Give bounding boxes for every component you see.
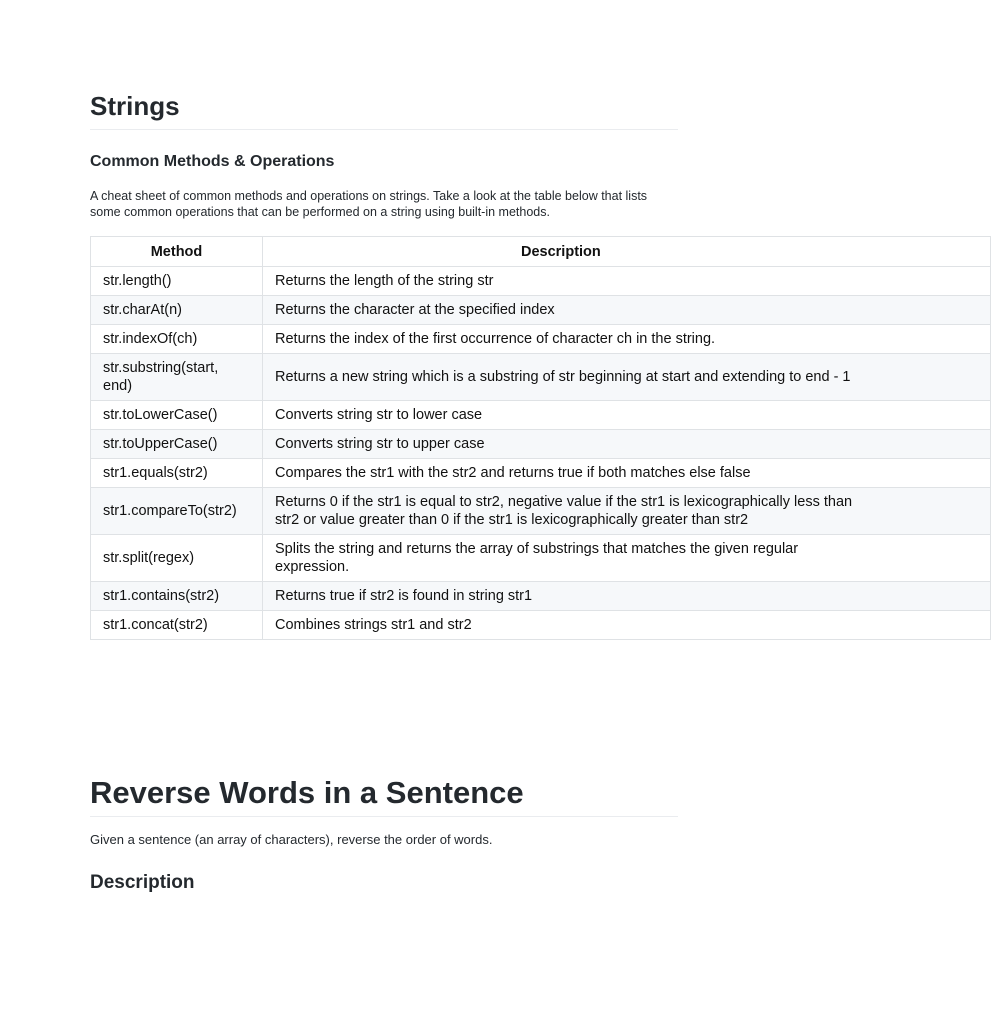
- table-row: [91, 401, 991, 430]
- description-heading: Description: [90, 872, 195, 893]
- method-cell: str.indexOf(ch): [91, 325, 263, 354]
- intro-paragraph: A cheat sheet of common methods and operations on strings. Take a look at the table below that lists some common operations that can be performed on a string using built-in methods.: [90, 189, 648, 219]
- description-cell: [263, 535, 991, 582]
- method-cell: str1.contains(str2): [91, 582, 263, 611]
- description-cell: Returns the index of the first occurrence of character ch in the string.: [263, 325, 991, 354]
- table-header-row: [91, 237, 991, 267]
- description-text: Returns 0 if the str1 is equal to str2, negative value if the str1 is lexicographically less than str2 or value greater than 0 if the str1 is lexicographically greater than str2: [275, 494, 853, 528]
- method-cell: str.substring(start, end): [91, 354, 263, 401]
- methods-table: [90, 236, 991, 640]
- description-cell: Returns the length of the string str: [263, 267, 991, 296]
- column-header-description: Description: [263, 237, 991, 267]
- title-divider: [90, 129, 678, 130]
- method-cell: str.length(): [91, 267, 263, 296]
- description-text: Returns a new string which is a substring of str beginning at start and extending to end - 1: [275, 369, 851, 385]
- column-header-method: Method: [91, 237, 263, 267]
- description-cell: Converts string str to lower case: [263, 401, 991, 430]
- description-cell: Combines strings str1 and str2: [263, 611, 991, 640]
- method-cell: str1.concat(str2): [91, 611, 263, 640]
- table-row: [91, 325, 991, 354]
- method-cell: str1.equals(str2): [91, 459, 263, 488]
- table-row: [91, 582, 991, 611]
- method-cell: str.toUpperCase(): [91, 430, 263, 459]
- description-cell: [263, 488, 991, 535]
- description-cell: Compares the str1 with the str2 and returns true if both matches else false: [263, 459, 991, 488]
- description-cell: Returns true if str2 is found in string str1: [263, 582, 991, 611]
- table-row: [91, 488, 991, 535]
- method-cell: str.charAt(n): [91, 296, 263, 325]
- method-cell: str.split(regex): [91, 535, 263, 582]
- method-cell: str1.compareTo(str2): [91, 488, 263, 535]
- table-row: [91, 459, 991, 488]
- table-row: [91, 354, 991, 401]
- table-row: [91, 267, 991, 296]
- section-title: Reverse Words in a Sentence: [90, 775, 524, 810]
- description-cell: Returns the character at the specified index: [263, 296, 991, 325]
- table-row: [91, 535, 991, 582]
- section-intro: Given a sentence (an array of characters), reverse the order of words.: [90, 832, 493, 847]
- section-divider: [90, 816, 678, 817]
- table-row: [91, 611, 991, 640]
- description-cell: Converts string str to upper case: [263, 430, 991, 459]
- section-subtitle: Common Methods & Operations: [90, 153, 335, 170]
- description-cell: [263, 354, 991, 401]
- table-row: [91, 296, 991, 325]
- description-text: Splits the string and returns the array of substrings that matches the given regular expression.: [275, 541, 799, 575]
- page-title: Strings: [90, 91, 180, 121]
- method-cell: str.toLowerCase(): [91, 401, 263, 430]
- table-row: [91, 430, 991, 459]
